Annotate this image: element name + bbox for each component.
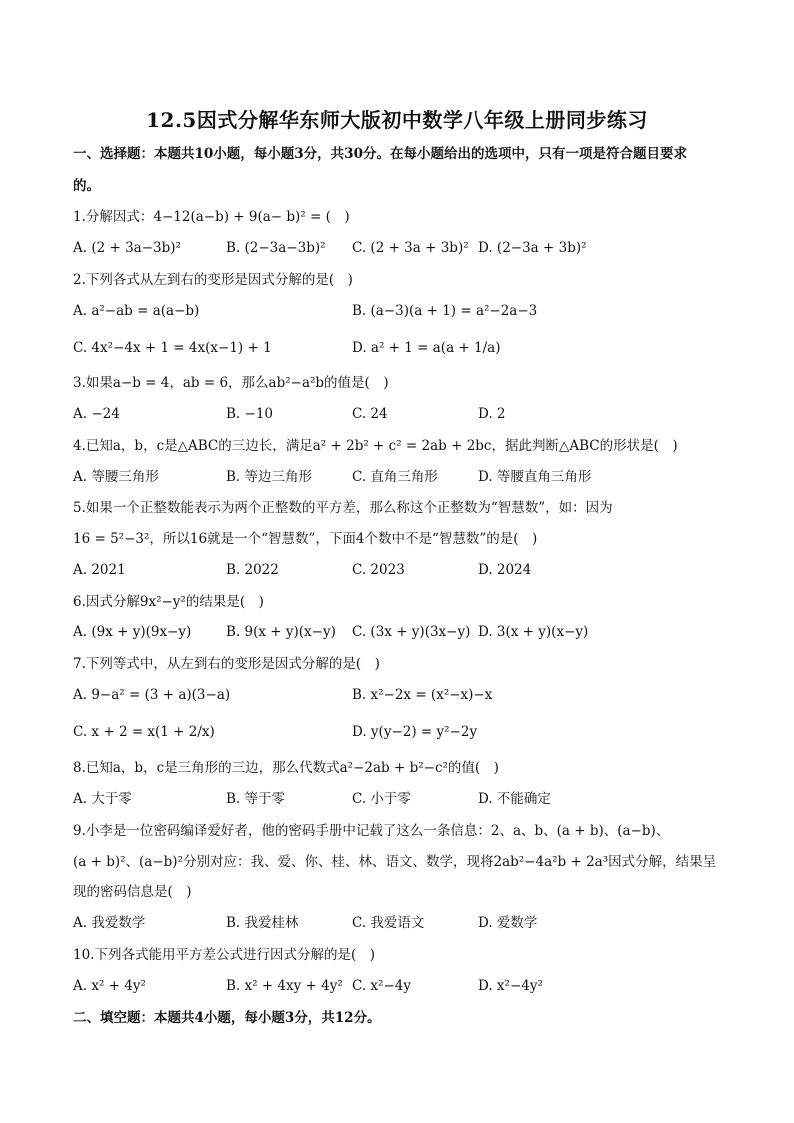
question-1-stem: 1.分解因式：4−12(a−b) + 9(a− b)² = ( )	[73, 209, 350, 225]
question-2-option-d[interactable]: D. a² + 1 = a(a + 1/a)	[352, 340, 501, 356]
question-9-stem: 9.小李是一位密码编译爱好者，他的密码手册中记载了这么一条信息：2、a、b、(a + b)、(a−b)、	[73, 823, 670, 839]
question-10-stem: 10.下列各式能用平方差公式进行因式分解的是( )	[73, 947, 376, 963]
question-8-stem: 8.已知a，b，c是三角形的三边，那么代数式a²−2ab + b²−c²的值( )	[73, 760, 499, 776]
question-6-option-b[interactable]: B. 9(x + y)(x−y)	[226, 624, 336, 640]
question-8-option-b[interactable]: B. 等于零	[226, 791, 286, 807]
question-5-stem: 5.如果一个正整数能表示为两个正整数的平方差，那么称这个正整数为“智慧数”，如：因为	[73, 500, 613, 516]
question-6-option-c[interactable]: C. (3x + y)(3x−y)	[352, 624, 471, 640]
question-7-option-b[interactable]: B. x²−2x = (x²−x)−x	[352, 687, 493, 703]
question-8-option-a[interactable]: A. 大于零	[73, 791, 132, 807]
question-8-option-c[interactable]: C. 小于零	[352, 791, 411, 807]
section-2-header: 二、填空题：本题共4小题，每小题3分，共12分。	[73, 1010, 381, 1026]
question-1-option-d[interactable]: D. (2−3a + 3b)²	[478, 240, 587, 256]
question-10-option-d[interactable]: D. x²−4y²	[478, 978, 543, 994]
question-1-option-b[interactable]: B. (2−3a−3b)²	[226, 240, 326, 256]
question-3-option-d[interactable]: D. 2	[478, 406, 506, 422]
question-5-option-c[interactable]: C. 2023	[352, 562, 405, 578]
question-6-option-d[interactable]: D. 3(x + y)(x−y)	[478, 624, 589, 640]
question-9-stem-cont-2: 现的密码信息是( )	[73, 884, 192, 900]
question-3-option-a[interactable]: A. −24	[73, 406, 120, 422]
question-2-option-b[interactable]: B. (a−3)(a + 1) = a²−2a−3	[352, 303, 538, 319]
question-2-option-a[interactable]: A. a²−ab = a(a−b)	[73, 303, 200, 319]
question-7-stem: 7.下列等式中，从左到右的变形是因式分解的是( )	[73, 656, 380, 672]
question-4-option-a[interactable]: A. 等腰三角形	[73, 469, 159, 485]
question-10-option-b[interactable]: B. x² + 4xy + 4y²	[226, 978, 343, 994]
page-title: 12.5因式分解华东师大版初中数学八年级上册同步练习	[146, 108, 648, 132]
question-2-stem: 2.下列各式从左到右的变形是因式分解的是( )	[73, 272, 353, 288]
question-5-option-a[interactable]: A. 2021	[73, 562, 126, 578]
question-5-option-d[interactable]: D. 2024	[478, 562, 532, 578]
question-9-stem-cont: (a + b)²、(a−b)²分别对应：我、爱、你、桂、林、语文、数学，现将2ab²−4a²b + 2a³因式分解，结果呈	[73, 854, 717, 870]
question-1-option-a[interactable]: A. (2 + 3a−3b)²	[73, 240, 181, 256]
question-9-option-c[interactable]: C. 我爱语文	[352, 915, 425, 931]
question-9-option-d[interactable]: D. 爱数学	[478, 915, 538, 931]
question-9-option-b[interactable]: B. 我爱桂林	[226, 915, 299, 931]
question-5-stem-cont: 16 = 5²−3²，所以16就是一个“智慧数”，下面4个数中不是“智慧数”的是( )	[73, 531, 538, 547]
question-8-option-d[interactable]: D. 不能确定	[478, 791, 551, 807]
question-1-option-c[interactable]: C. (2 + 3a + 3b)²	[352, 240, 469, 256]
question-4-option-c[interactable]: C. 直角三角形	[352, 469, 438, 485]
question-2-option-c[interactable]: C. 4x²−4x + 1 = 4x(x−1) + 1	[73, 340, 272, 356]
question-6-option-a[interactable]: A. (9x + y)(9x−y)	[73, 624, 192, 640]
section-1-header: 一、选择题：本题共10小题，每小题3分，共30分。在每小题给出的选项中，只有一项是符合题目要求	[73, 146, 687, 162]
question-7-option-d[interactable]: D. y(y−2) = y²−2y	[352, 724, 478, 740]
question-10-option-a[interactable]: A. x² + 4y²	[73, 978, 146, 994]
question-4-option-b[interactable]: B. 等边三角形	[226, 469, 313, 485]
question-7-option-c[interactable]: C. x + 2 = x(1 + 2/x)	[73, 724, 215, 740]
question-6-stem: 6.因式分解9x²−y²的结果是( )	[73, 594, 264, 610]
question-9-option-a[interactable]: A. 我爱数学	[73, 915, 146, 931]
question-3-option-c[interactable]: C. 24	[352, 406, 388, 422]
question-5-option-b[interactable]: B. 2022	[226, 562, 279, 578]
question-7-option-a[interactable]: A. 9−a² = (3 + a)(3−a)	[73, 687, 231, 703]
question-3-stem: 3.如果a−b = 4，ab = 6，那么ab²−a²b的值是( )	[73, 375, 389, 391]
question-4-stem: 4.已知a，b，c是△ABC的三边长，满足a² + 2b² + c² = 2ab + 2bc，据此判断△ABC的形状是( )	[73, 438, 678, 454]
question-3-option-b[interactable]: B. −10	[226, 406, 273, 422]
section-1-header-cont: 的。	[73, 178, 100, 194]
question-10-option-c[interactable]: C. x²−4y	[352, 978, 411, 994]
question-4-option-d[interactable]: D. 等腰直角三角形	[478, 469, 592, 485]
